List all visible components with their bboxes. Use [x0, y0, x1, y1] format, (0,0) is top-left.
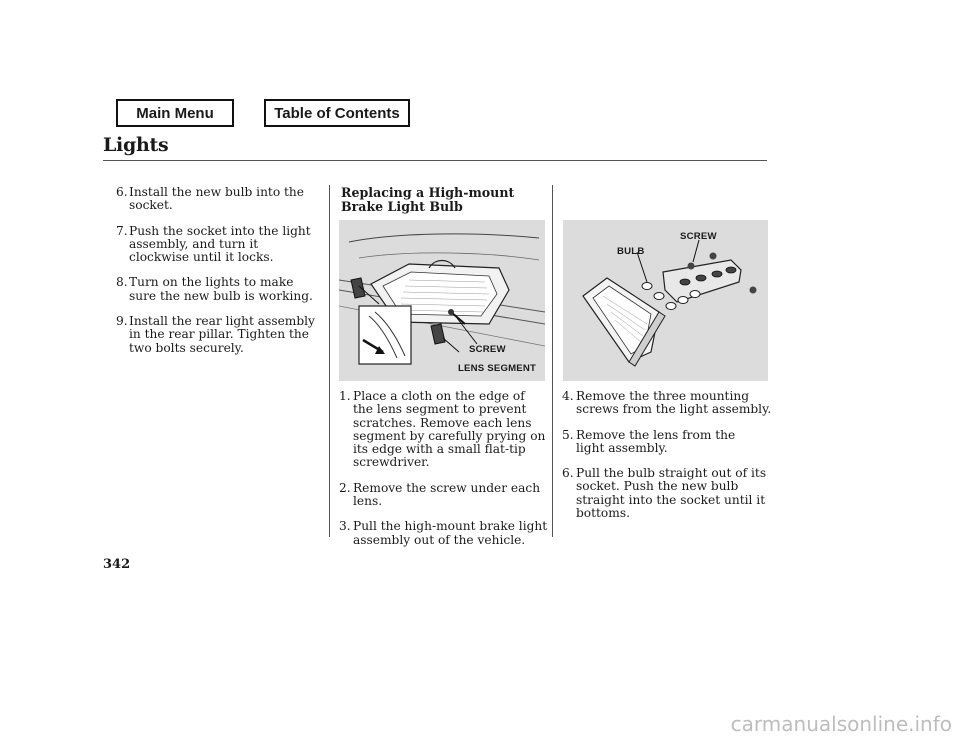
step-text: Install the rear light assembly in the rear pillar. Tighten the two bolts securely. [129, 314, 315, 355]
callout-lens-segment: LENS SEGMENT [458, 363, 537, 374]
list-item [106, 186, 319, 213]
step-number: 6. [116, 185, 128, 199]
step-number: 9. [116, 314, 128, 329]
subsection-heading: Replacing a High-mount Brake Light Bulb [341, 185, 515, 214]
list-item [330, 520, 558, 547]
step-text: Remove the lens from the light assembly. [576, 427, 736, 455]
step-text: Push the socket into the light assembly, and turn it clockwise until it locks. [129, 223, 311, 265]
figure-bulb-replacement [563, 220, 768, 381]
list-item [553, 467, 790, 520]
list-item [553, 390, 776, 417]
list-item [106, 276, 319, 303]
list-item [553, 429, 766, 456]
step-text: Pull the high-mount brake light assembly out of the vehicle. [353, 519, 548, 547]
callout-screw: SCREW [680, 231, 717, 242]
lens-removal-illustration [339, 220, 545, 381]
step-number: 5. [562, 427, 574, 442]
list-item [106, 225, 319, 265]
section-title: Lights [103, 134, 169, 156]
step-number: 4. [562, 389, 574, 403]
list-item [330, 390, 548, 470]
step-number: 8. [116, 275, 128, 290]
bulb-replacement-illustration [563, 220, 768, 381]
list-item [106, 315, 329, 355]
list-item [330, 482, 550, 509]
main-menu-button[interactable]: Main Menu [116, 99, 234, 127]
step-number: 1. [339, 389, 351, 403]
right-steps-list [553, 390, 773, 532]
step-number: 2. [339, 480, 351, 495]
step-text: Remove the three mounting screws from the light assembly. [576, 389, 772, 417]
step-text: Turn on the lights to make sure the new bulb is working. [129, 275, 313, 303]
figure-lens-removal [339, 220, 545, 381]
callout-bulb: BULB [617, 246, 645, 257]
step-number: 7. [116, 223, 128, 238]
callout-screw: SCREW [469, 344, 506, 355]
step-number: 6. [562, 466, 574, 481]
step-text: Remove the screw under each lens. [353, 480, 541, 509]
left-steps-list [106, 186, 316, 367]
title-rule [103, 160, 767, 161]
middle-steps-list [330, 390, 550, 559]
step-text: Place a cloth on the edge of the lens segment to prevent scratches. Remove each lens segment by carefully prying on its edge with a small flat-tip screwdriver. [353, 389, 546, 470]
step-number: 3. [339, 519, 351, 534]
step-text: Install the new bulb into the socket. [129, 185, 304, 213]
step-text: Pull the bulb straight out of its socket. Push the new bulb straight into the socket until it bottoms. [576, 466, 767, 521]
page-number: 342 [103, 557, 131, 572]
table-of-contents-button[interactable]: Table of Contents [264, 99, 410, 127]
watermark: carmanualsonline.info [730, 712, 952, 736]
